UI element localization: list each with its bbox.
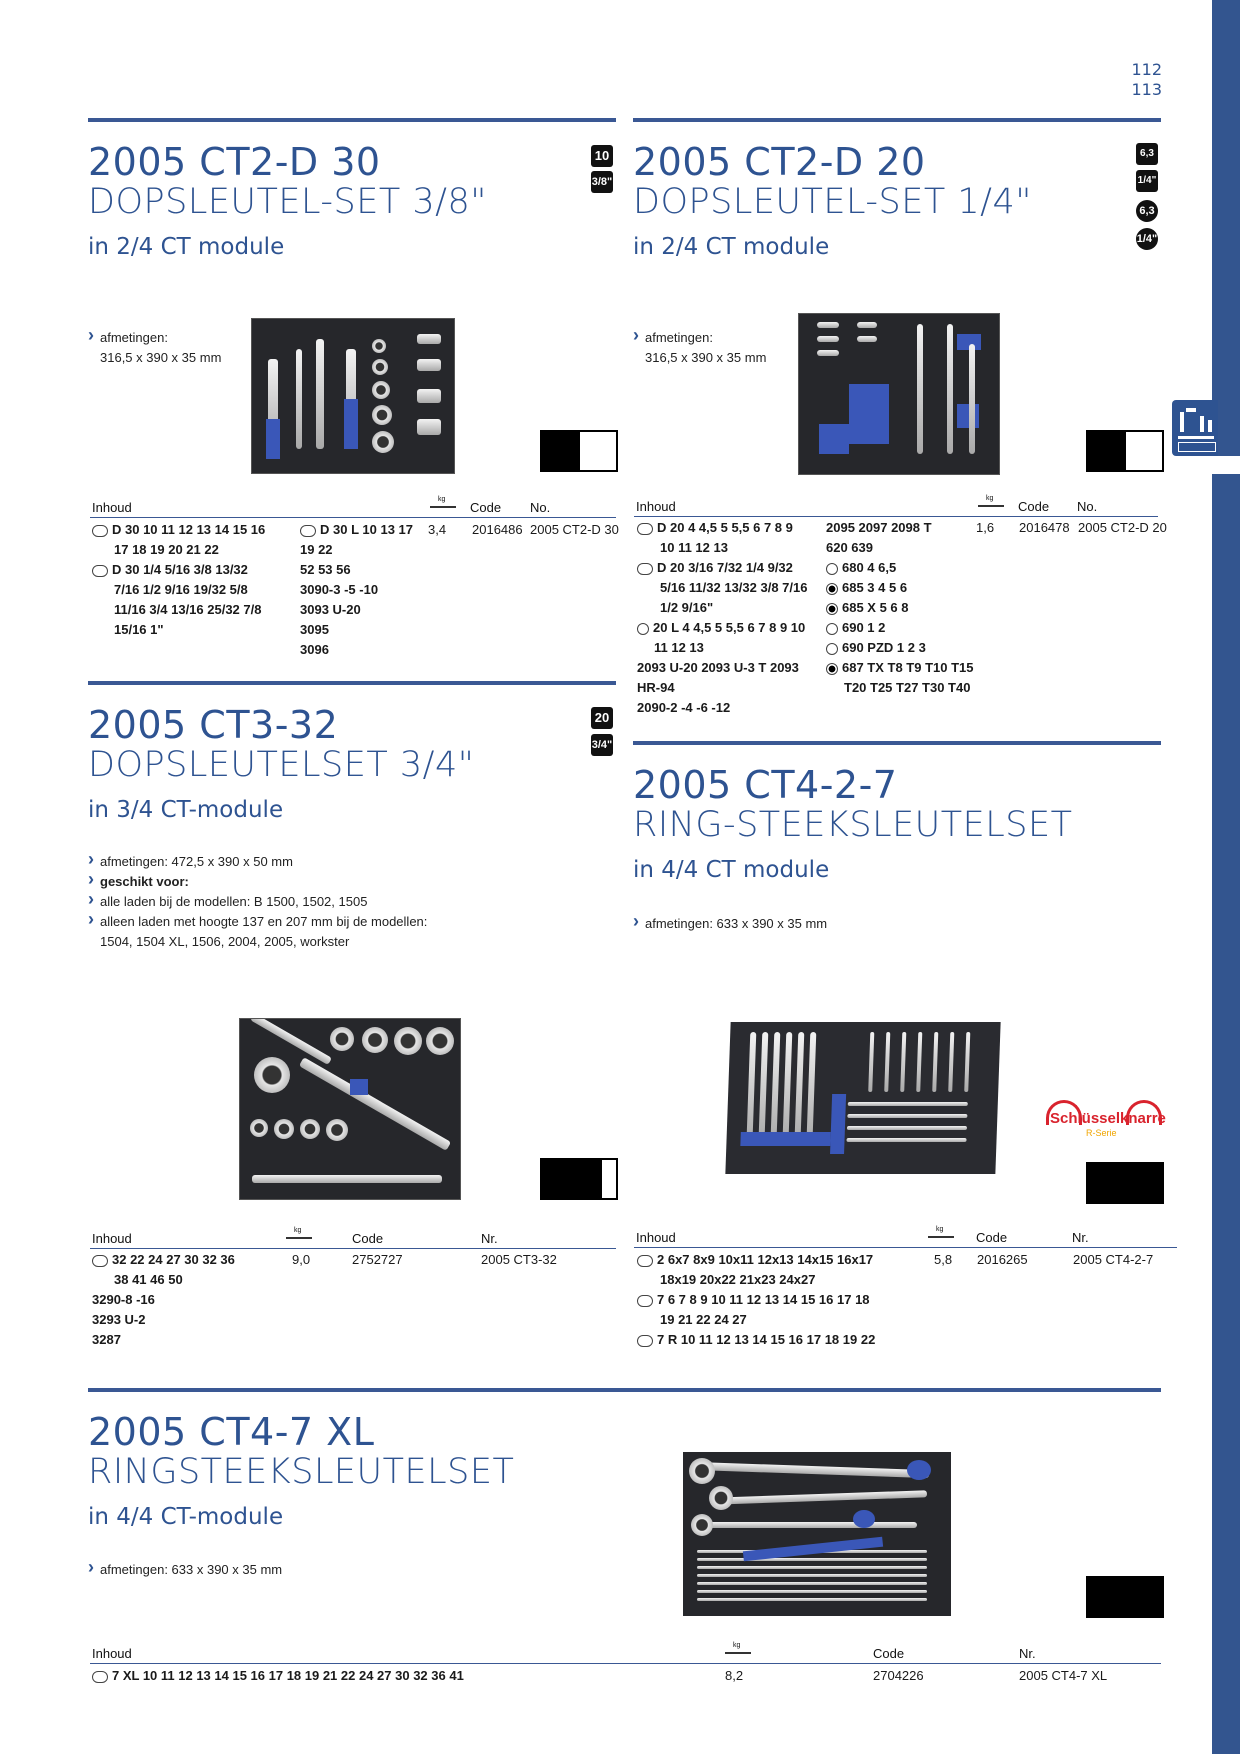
table-row: 11/16 3/4 13/16 25/32 7/8: [114, 602, 262, 617]
product-name: DOPSLEUTEL-SET 1/4": [633, 182, 1032, 222]
drawer-size-indicator: [1086, 430, 1164, 472]
table-row: 10 11 12 13: [660, 540, 728, 555]
weight-value: 8,2: [725, 1668, 744, 1683]
table-row: 19 22: [300, 542, 333, 557]
wrench-icon: [92, 1671, 108, 1683]
drawer-size-indicator: [1086, 1162, 1164, 1204]
specs-list: [88, 852, 427, 952]
wrench-icon: [637, 1335, 653, 1347]
spec-item: › afmetingen: 633 x 390 x 35 mm: [88, 1560, 282, 1580]
product-name: DOPSLEUTEL-SET 3/8": [88, 182, 487, 222]
table-row: D 20 4 4,5 5 5,5 6 7 8 9: [637, 518, 793, 538]
sidebar-strip: [1212, 0, 1240, 1754]
table-row: 32 22 24 27 30 32 36: [92, 1250, 235, 1270]
sidebar-gap: [1212, 456, 1240, 474]
drawer-size-indicator: [540, 1158, 618, 1200]
weight-icon: [725, 1646, 751, 1661]
number-value: 2005 CT2-D 30: [530, 522, 619, 537]
table-row: 685 3 4 5 6: [826, 578, 907, 598]
wrench-icon: [637, 1255, 653, 1267]
product-name: DOPSLEUTELSET 3/4": [88, 745, 475, 785]
page-number-left: 112: [1131, 60, 1162, 79]
weight-value: 1,6: [976, 520, 995, 535]
table-header-rule: [90, 1248, 616, 1249]
slotted-bit-icon: [826, 563, 838, 575]
weight-icon: [430, 500, 456, 515]
table-row: 685 X 5 6 8: [826, 598, 909, 618]
phillips-bit-icon: [826, 623, 838, 635]
table-row: 18x19 20x22 21x23 24x27: [660, 1272, 816, 1287]
col-header-no: No.: [530, 500, 551, 515]
table-row: 15/16 1": [114, 622, 164, 637]
ring-icon: [637, 623, 649, 635]
number-value: 2005 CT3-32: [481, 1252, 557, 1267]
col-header-inhoud: Inhoud: [92, 1231, 132, 1246]
wrench-icon: [637, 1295, 653, 1307]
table-row: 7 R 10 11 12 13 14 15 16 17 18 19 22: [637, 1330, 875, 1350]
specs-list: [633, 914, 827, 934]
table-row: D 30 L 10 13 17: [300, 520, 413, 540]
table-row: 2093 U-20 2093 U-3 T 2093: [637, 660, 799, 675]
section-rule: [88, 681, 616, 685]
table-row: 680 4 6,5: [826, 558, 896, 578]
product-code: 2005 CT4-7 XL: [88, 1410, 375, 1454]
logo-text: Schlüsselknarre: [1050, 1110, 1166, 1127]
table-row: 7 XL 10 11 12 13 14 15 16 17 18 19 21 22 24 27 30 32 36 41: [92, 1666, 464, 1686]
spec-item: › afmetingen: 633 x 390 x 35 mm: [633, 914, 827, 934]
drawer-size-indicator: [1086, 1576, 1164, 1618]
table-row: 620 639: [826, 540, 873, 555]
socket-icon: [92, 565, 108, 577]
table-row: D 20 3/16 7/32 1/4 9/32: [637, 558, 793, 578]
product-photo: [251, 318, 455, 474]
col-header-code: Code: [1018, 499, 1050, 514]
product-photo: [683, 1452, 951, 1616]
page-numbers: [1120, 60, 1162, 100]
table-row: 690 1 2: [826, 618, 885, 638]
weight-icon: [978, 499, 1004, 514]
product-module: in 2/4 CT module: [633, 234, 830, 260]
spec-item: › afmetingen:: [633, 328, 766, 348]
spec-item: › alle laden bij de modellen: B 1500, 1502, 1505: [88, 892, 427, 912]
product-code: 2005 CT2-D 20: [633, 140, 926, 184]
weight-value: 5,8: [934, 1252, 953, 1267]
spec-item: 316,5 x 390 x 35 mm: [645, 350, 767, 365]
code-value: 2016486: [472, 522, 523, 537]
col-header-nr: Nr.: [481, 1231, 498, 1246]
specs-list: [633, 328, 766, 368]
drive-badge: 3/4": [591, 734, 613, 756]
pozidriv-bit-icon: [826, 643, 838, 655]
drive-badge: 1/4": [1136, 170, 1158, 192]
table-row: 52 53 56: [300, 562, 351, 577]
table-row: 2095 2097 2098 T: [826, 520, 932, 535]
table-row: D 30 10 11 12 13 14 15 16: [92, 520, 265, 540]
socket-icon: [637, 523, 653, 535]
table-row: 3293 U-2: [92, 1312, 146, 1327]
socket-icon: [92, 525, 108, 537]
spec-item: 316,5 x 390 x 35 mm: [100, 350, 222, 365]
hex-drive-badge: 1/4": [1136, 228, 1158, 250]
col-header-code: Code: [976, 1230, 1008, 1245]
col-header-inhoud: Inhoud: [92, 500, 132, 515]
spec-item: › alleen laden met hoogte 137 en 207 mm bij de modellen:: [88, 912, 427, 932]
col-header-code: Code: [352, 1231, 384, 1246]
code-value: 2016478: [1019, 520, 1070, 535]
table-row: 3090-3 -5 -10: [300, 582, 379, 597]
product-module: in 2/4 CT module: [88, 234, 285, 260]
table-row: 690 PZD 1 2 3: [826, 638, 926, 658]
code-value: 2704226: [873, 1668, 924, 1683]
table-row: 3093 U-20: [300, 602, 361, 617]
col-header-inhoud: Inhoud: [636, 1230, 676, 1245]
socket-icon: [637, 563, 653, 575]
product-photo: [239, 1018, 461, 1200]
socket-icon: [92, 1255, 108, 1267]
page-number-right: 113: [1131, 80, 1162, 99]
product-photo: [798, 313, 1000, 475]
logo-subtext: R-Serie: [1086, 1128, 1117, 1138]
table-row: D 30 1/4 5/16 3/8 13/32: [92, 560, 248, 580]
section-rule: [633, 118, 1161, 122]
col-header-code: Code: [470, 500, 502, 515]
hex-bit-icon: [826, 603, 838, 615]
table-row: 19 21 22 24 27: [660, 1312, 747, 1327]
col-header-inhoud: Inhoud: [92, 1646, 132, 1661]
table-row: T20 T25 T27 T30 T40: [844, 680, 971, 695]
section-rule: [88, 118, 616, 122]
table-header-rule: [634, 516, 1158, 517]
table-row: 3095: [300, 622, 329, 637]
number-value: 2005 CT2-D 20: [1078, 520, 1167, 535]
product-code: 2005 CT4-2-7: [633, 763, 898, 807]
drawer-size-indicator: [540, 430, 618, 472]
table-row: 5/16 11/32 13/32 3/8 7/16: [660, 580, 808, 595]
schluesselknarre-logo: [1046, 1100, 1164, 1144]
table-row: 11 12 13: [654, 640, 704, 655]
table-row: 7/16 1/2 9/16 19/32 5/8: [114, 582, 248, 597]
section-rule: [633, 741, 1161, 745]
size-badge: 6,3: [1136, 143, 1158, 165]
col-header-nr: Nr.: [1019, 1646, 1036, 1661]
table-row: 38 41 46 50: [114, 1272, 183, 1287]
specs-list: [88, 328, 221, 368]
table-row: 3290-8 -16: [92, 1292, 155, 1307]
table-row: 2 6x7 8x9 10x11 12x13 14x15 16x17: [637, 1250, 873, 1270]
number-value: 2005 CT4-2-7: [1073, 1252, 1154, 1267]
table-row: 3096: [300, 642, 329, 657]
table-row: HR-94: [637, 680, 675, 695]
table-header-rule: [90, 1663, 1161, 1664]
spec-item: › geschikt voor:: [88, 872, 427, 892]
hex-bit-icon: [826, 583, 838, 595]
table-row: 20 L 4 4,5 5 5,5 6 7 8 9 10: [637, 618, 805, 638]
code-value: 2752727: [352, 1252, 403, 1267]
product-code: 2005 CT2-D 30: [88, 140, 381, 184]
product-name: RINGSTEEKSLEUTELSET: [88, 1452, 515, 1492]
specs-list: [88, 1560, 282, 1580]
product-module: in 4/4 CT module: [633, 857, 830, 883]
spec-item: 1504, 1504 XL, 1506, 2004, 2005, workster: [100, 934, 350, 949]
table-row: 687 TX T8 T9 T10 T15: [826, 658, 974, 678]
weight-icon: [928, 1230, 954, 1245]
number-value: 2005 CT4-7 XL: [1019, 1668, 1108, 1683]
product-name: RING-STEEKSLEUTELSET: [633, 805, 1073, 845]
product-code: 2005 CT3-32: [88, 703, 339, 747]
product-photo: [725, 1022, 1000, 1174]
weight-value: 3,4: [428, 522, 447, 537]
spec-item: › afmetingen: 472,5 x 390 x 50 mm: [88, 852, 427, 872]
product-module: in 4/4 CT-module: [88, 1504, 284, 1530]
hex-size-badge: 6,3: [1136, 200, 1158, 222]
socket-icon: [300, 525, 316, 537]
table-row: 1/2 9/16": [660, 600, 714, 615]
category-tab-icon[interactable]: [1172, 400, 1218, 456]
table-header-rule: [90, 517, 616, 518]
size-badge: 20: [591, 707, 613, 729]
col-header-code: Code: [873, 1646, 905, 1661]
col-header-no: No.: [1077, 499, 1098, 514]
drive-badge: 3/8": [591, 171, 613, 193]
torx-bit-icon: [826, 663, 838, 675]
size-badge: 10: [591, 145, 613, 167]
table-row: 17 18 19 20 21 22: [114, 542, 219, 557]
weight-icon: [286, 1231, 312, 1246]
table-row: 7 6 7 8 9 10 11 12 13 14 15 16 17 18: [637, 1290, 870, 1310]
table-row: 3287: [92, 1332, 121, 1347]
section-rule: [88, 1388, 1161, 1392]
table-header-rule: [634, 1247, 1177, 1248]
spec-item: › afmetingen:: [88, 328, 221, 348]
col-header-nr: Nr.: [1072, 1230, 1089, 1245]
product-module: in 3/4 CT-module: [88, 797, 284, 823]
col-header-inhoud: Inhoud: [636, 499, 676, 514]
table-row: 2090-2 -4 -6 -12: [637, 700, 731, 715]
weight-value: 9,0: [292, 1252, 311, 1267]
code-value: 2016265: [977, 1252, 1028, 1267]
